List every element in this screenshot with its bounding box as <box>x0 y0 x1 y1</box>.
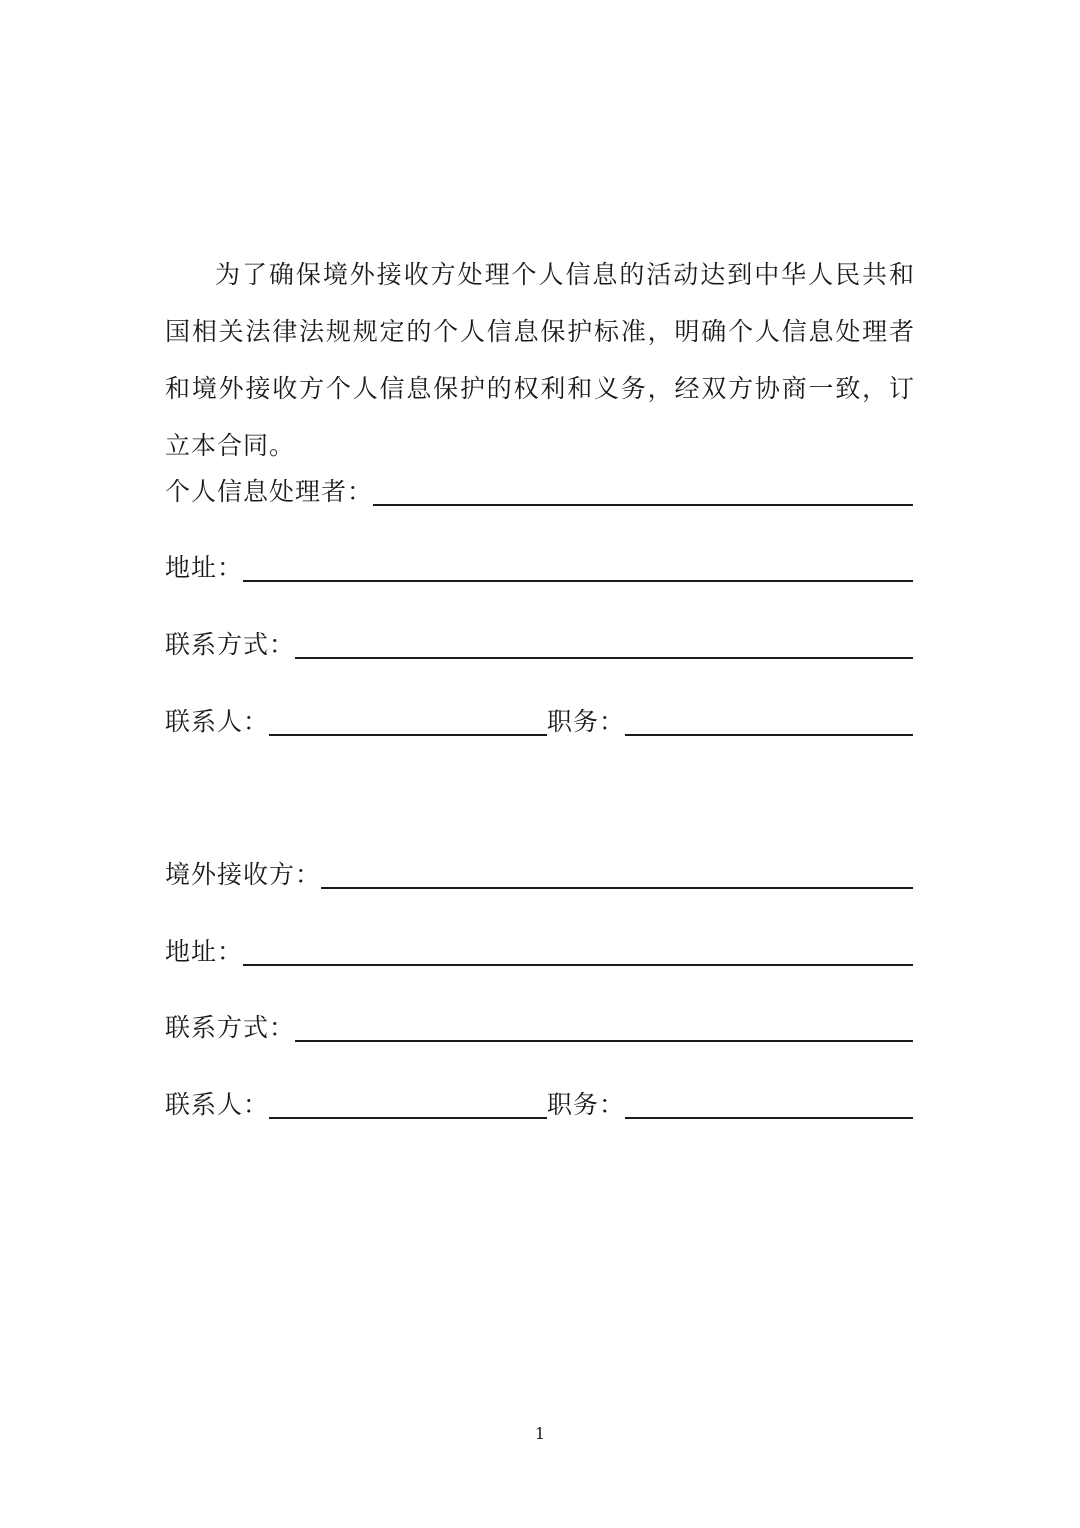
processor-position-label: 职务： <box>547 707 626 736</box>
recipient-contact-method-label: 联系方式： <box>165 1013 296 1042</box>
page-number: 1 <box>534 1424 546 1443</box>
processor-contact-method-label: 联系方式： <box>165 630 296 659</box>
recipient-name-blank[interactable] <box>321 859 913 889</box>
processor-contact-person-blank[interactable] <box>269 706 547 736</box>
recipient-address-blank[interactable] <box>243 936 913 966</box>
processor-contact-person-label: 联系人： <box>165 707 270 736</box>
processor-contact-row <box>165 700 913 740</box>
recipient-name-label: 境外接收方： <box>165 860 322 889</box>
processor-address-field[interactable] <box>165 546 913 586</box>
recipient-position-blank[interactable] <box>625 1089 913 1119</box>
recipient-address-label: 地址： <box>165 937 244 966</box>
recipient-contact-person-label: 联系人： <box>165 1090 270 1119</box>
recipient-position-label: 职务： <box>547 1090 626 1119</box>
recipient-name-field[interactable] <box>165 853 913 893</box>
recipient-contact-method-field[interactable] <box>165 1006 913 1046</box>
recipient-contact-row <box>165 1083 913 1123</box>
recipient-address-field[interactable] <box>165 930 913 970</box>
processor-contact-method-blank[interactable] <box>295 629 913 659</box>
processor-position-blank[interactable] <box>625 706 913 736</box>
processor-address-blank[interactable] <box>243 552 913 582</box>
processor-contact-method-field[interactable] <box>165 623 913 663</box>
processor-name-label: 个人信息处理者： <box>165 477 374 506</box>
processor-name-field[interactable] <box>165 470 913 510</box>
processor-name-blank[interactable] <box>373 476 913 506</box>
processor-address-label: 地址： <box>165 553 244 582</box>
recipient-contact-person-blank[interactable] <box>269 1089 547 1119</box>
intro-paragraph: 为了确保境外接收方处理个人信息的活动达到中华人民共和国相关法律法规规定的个人信息保护标准，明确个人信息处理者和境外接收方个人信息保护的权利和义务，经双方协商一致，订立本合同。 <box>165 260 915 460</box>
recipient-contact-method-blank[interactable] <box>295 1012 913 1042</box>
